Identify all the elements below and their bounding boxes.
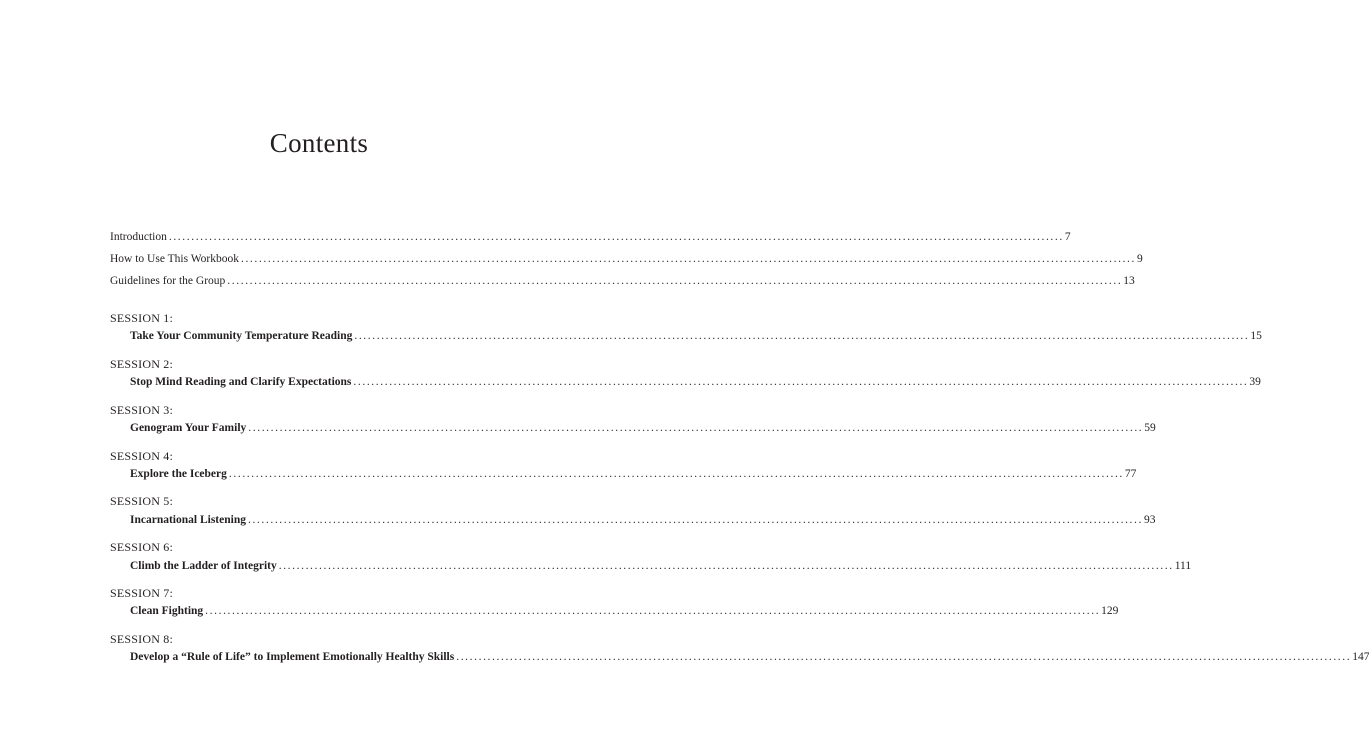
dot-leader: ........................................................................................................................................................................................................ (168, 231, 1064, 243)
toc-entry-page: 111 (1174, 560, 1192, 572)
toc-entry-label: Incarnational Listening (130, 514, 246, 526)
toc-entry-session-7 (130, 603, 1119, 619)
toc-entry-label: Stop Mind Reading and Clarify Expectations (130, 376, 352, 388)
toc-entry-label: Explore the Iceberg (130, 468, 227, 480)
session-heading: SESSION 8: (110, 632, 174, 646)
dot-leader: ........................................................................................................................................................................................................ (240, 253, 1136, 265)
toc-entry-label: Guidelines for the Group (110, 275, 226, 287)
toc-entry-session-5 (130, 512, 1156, 528)
dot-leader: ........................................................................................................................................................................................................ (278, 560, 1174, 572)
toc-entry-introduction (110, 229, 1071, 245)
toc-entry-session-4 (130, 466, 1137, 482)
dot-leader: ........................................................................................................................................................................................................ (205, 605, 1101, 617)
toc-entry-page: 147 (1352, 651, 1369, 663)
dot-leader: ........................................................................................................................................................................................................ (353, 376, 1249, 388)
session-heading: SESSION 1: (110, 311, 174, 325)
toc-entry-session-1 (130, 328, 1262, 344)
toc-entry-guidelines (110, 273, 1135, 289)
session-heading: SESSION 7: (110, 586, 174, 600)
dot-leader: ........................................................................................................................................................................................................ (228, 468, 1124, 480)
toc-entry-label: How to Use This Workbook (110, 253, 239, 265)
toc-entry-label: Climb the Ladder of Integrity (130, 560, 277, 572)
toc-entry-session-2 (130, 374, 1261, 390)
toc-entry-page: 39 (1249, 376, 1261, 388)
page-title: Contents (269, 128, 369, 158)
toc-entry-page: 9 (1136, 253, 1143, 265)
toc-entry-page: 93 (1143, 514, 1156, 526)
toc-entry-page: 129 (1101, 605, 1119, 617)
toc-entry-session-8 (130, 649, 1369, 665)
toc-entry-page: 13 (1123, 275, 1135, 287)
dot-leader: ........................................................................................................................................................................................................ (247, 514, 1143, 526)
dot-leader: ........................................................................................................................................................................................................ (227, 275, 1123, 287)
session-heading: SESSION 5: (110, 494, 174, 508)
dot-leader: ........................................................................................................................................................................................................ (248, 422, 1144, 434)
toc-entry-label: Develop a “Rule of Life” to Implement Emotionally Healthy Skills (130, 651, 455, 663)
session-heading: SESSION 2: (110, 357, 174, 371)
session-heading: SESSION 3: (110, 403, 174, 417)
toc-entry-page: 59 (1144, 422, 1156, 434)
dot-leader: ........................................................................................................................................................................................................ (354, 330, 1250, 342)
toc-entry-label: Clean Fighting (130, 605, 204, 617)
toc-entry-how-to-use (110, 251, 1143, 267)
toc-entry-page: 15 (1250, 330, 1262, 342)
toc-entry-page: 7 (1064, 231, 1071, 243)
dot-leader: ........................................................................................................................................................................................................ (456, 651, 1352, 663)
toc-entry-page: 77 (1124, 468, 1137, 480)
session-heading: SESSION 4: (110, 449, 174, 463)
toc-entry-label: Introduction (110, 231, 167, 243)
session-heading: SESSION 6: (110, 540, 174, 554)
toc-entry-label: Genogram Your Family (130, 422, 247, 434)
toc-entry-session-6 (130, 558, 1192, 574)
toc-entry-session-3 (130, 420, 1156, 436)
toc-entry-label: Take Your Community Temperature Reading (130, 330, 353, 342)
